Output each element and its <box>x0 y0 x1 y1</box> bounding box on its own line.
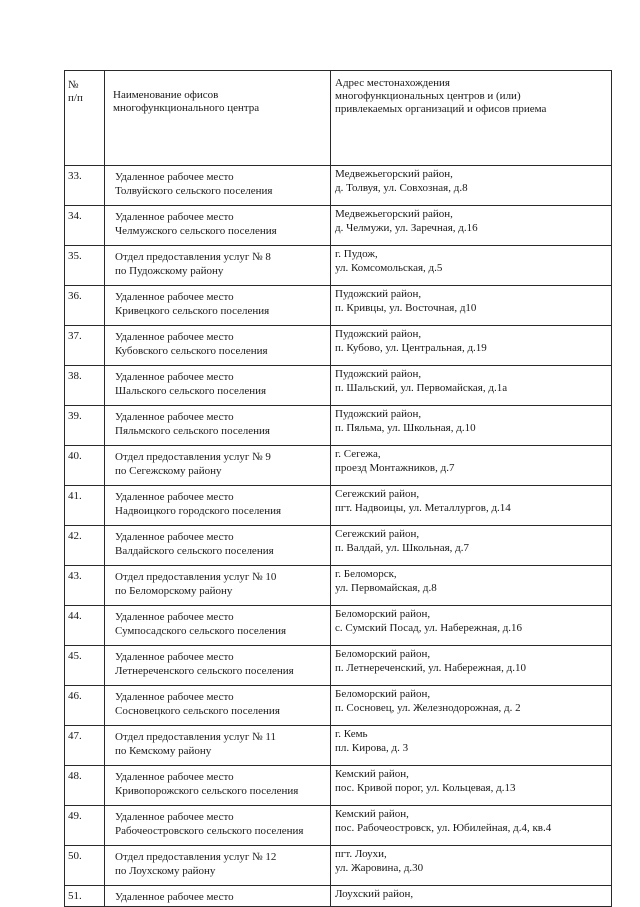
row-number: 38. <box>65 366 105 406</box>
office-name-cell <box>105 366 331 406</box>
row-number: 41. <box>65 486 105 526</box>
table-row <box>65 206 612 246</box>
office-name-line: Шальского сельского поселения <box>115 385 267 397</box>
office-address-line: Медвежьегорский район, <box>335 168 453 180</box>
office-address-line: Лоухский район, <box>335 888 414 900</box>
row-number: 47. <box>65 726 105 766</box>
row-number: 39. <box>65 406 105 446</box>
office-address-line: Беломорский район, <box>335 608 431 620</box>
office-name-line: Удаленное рабочее место <box>115 891 234 903</box>
office-address-cell <box>331 166 612 206</box>
row-number: 44. <box>65 606 105 646</box>
office-name-cell <box>105 886 331 907</box>
office-name-line: по Лоухскому району <box>115 865 216 877</box>
header-number-line: п/п <box>68 92 83 104</box>
header-name-line: Наименование офисов <box>113 89 219 101</box>
table-row <box>65 326 612 366</box>
office-name-line: Сумпосадского сельского поселения <box>115 625 287 637</box>
office-name-cell <box>105 206 331 246</box>
table-row <box>65 726 612 766</box>
office-name-line: Удаленное рабочее место <box>115 291 234 303</box>
row-number: 40. <box>65 446 105 486</box>
office-name-cell <box>105 686 331 726</box>
office-address-line: Пудожский район, <box>335 288 422 300</box>
header-address-line: привлекаемых организаций и офисов приема <box>335 103 547 115</box>
office-name-cell <box>105 406 331 446</box>
office-name-line: Челмужского сельского поселения <box>115 225 277 237</box>
office-name-line: Удаленное рабочее место <box>115 171 234 183</box>
office-address-line: пос. Кривой порог, ул. Кольцевая, д.13 <box>335 782 516 794</box>
office-name-line: Кубовского сельского поселения <box>115 345 268 357</box>
office-name-line: Удаленное рабочее место <box>115 371 234 383</box>
office-address-line: Пудожский район, <box>335 368 422 380</box>
office-name-line: Толвуйского сельского поселения <box>115 185 273 197</box>
office-address-line: Пудожский район, <box>335 408 422 420</box>
table-row <box>65 566 612 606</box>
office-address-cell <box>331 366 612 406</box>
header-address-line: Адрес местонахождения <box>335 77 450 89</box>
table-body <box>65 166 612 907</box>
office-name-cell <box>105 166 331 206</box>
office-address-cell <box>331 326 612 366</box>
table-header-row <box>65 71 612 166</box>
header-address <box>331 71 612 166</box>
header-address-line: многофункциональных центров и (или) <box>335 90 521 102</box>
office-name-cell <box>105 766 331 806</box>
office-address-cell <box>331 606 612 646</box>
office-address-line: г. Пудож, <box>335 248 378 260</box>
office-name-cell <box>105 326 331 366</box>
office-name-line: Отдел предоставления услуг № 9 <box>115 451 271 463</box>
row-number: 43. <box>65 566 105 606</box>
office-address-cell <box>331 526 612 566</box>
row-number: 45. <box>65 646 105 686</box>
office-name-line: Удаленное рабочее место <box>115 331 234 343</box>
office-address-line: пгт. Надвоицы, ул. Металлургов, д.14 <box>335 502 511 514</box>
row-number: 37. <box>65 326 105 366</box>
office-address-line: д. Челмужи, ул. Заречная, д.16 <box>335 222 478 234</box>
office-name-line: Сосновецкого сельского поселения <box>115 705 280 717</box>
table-row <box>65 806 612 846</box>
office-address-line: Сегежский район, <box>335 488 420 500</box>
office-name-line: Удаленное рабочее место <box>115 531 234 543</box>
table-row <box>65 166 612 206</box>
table-row <box>65 246 612 286</box>
table-row <box>65 766 612 806</box>
office-address-line: п. Кривцы, ул. Восточная, д10 <box>335 302 477 314</box>
office-name-line: Удаленное рабочее место <box>115 691 234 703</box>
header-name-line: многофункционального центра <box>113 102 260 114</box>
office-address-line: п. Шальский, ул. Первомайская, д.1а <box>335 382 508 394</box>
office-address-cell <box>331 206 612 246</box>
row-number: 46. <box>65 686 105 726</box>
table-row <box>65 486 612 526</box>
office-name-line: Кривецкого сельского поселения <box>115 305 270 317</box>
office-name-cell <box>105 846 331 886</box>
office-name-line: Валдайского сельского поселения <box>115 545 274 557</box>
office-address-cell <box>331 766 612 806</box>
office-name-line: Рабочеостровского сельского поселения <box>115 825 304 837</box>
office-address-line: пл. Кирова, д. 3 <box>335 742 409 754</box>
office-name-cell <box>105 806 331 846</box>
office-address-line: Пудожский район, <box>335 328 422 340</box>
row-number: 49. <box>65 806 105 846</box>
office-address-line: п. Валдай, ул. Школьная, д.7 <box>335 542 469 554</box>
table-row <box>65 446 612 486</box>
row-number: 42. <box>65 526 105 566</box>
office-address-line: пос. Рабочеостровск, ул. Юбилейная, д.4, кв.4 <box>335 822 552 834</box>
office-name-line: Кривопорожского сельского поселения <box>115 785 299 797</box>
office-address-cell <box>331 566 612 606</box>
office-name-cell <box>105 486 331 526</box>
office-name-line: Отдел предоставления услуг № 11 <box>115 731 276 743</box>
row-number: 35. <box>65 246 105 286</box>
table-row <box>65 526 612 566</box>
office-address-line: с. Сумский Посад, ул. Набережная, д.16 <box>335 622 523 634</box>
office-address-line: пгт. Лоухи, <box>335 848 387 860</box>
row-number: 51. <box>65 886 105 907</box>
row-number: 48. <box>65 766 105 806</box>
table-row <box>65 286 612 326</box>
office-address-line: Кемский район, <box>335 808 409 820</box>
office-address-line: п. Пяльма, ул. Школьная, д.10 <box>335 422 476 434</box>
header-number <box>65 71 105 166</box>
office-address-cell <box>331 806 612 846</box>
office-address-cell <box>331 486 612 526</box>
office-name-line: Удаленное рабочее место <box>115 491 234 503</box>
office-address-cell <box>331 286 612 326</box>
office-name-line: Удаленное рабочее место <box>115 611 234 623</box>
office-name-cell <box>105 726 331 766</box>
office-address-cell <box>331 646 612 686</box>
office-address-line: д. Толвуя, ул. Совхозная, д.8 <box>335 182 468 194</box>
office-name-line: Удаленное рабочее место <box>115 211 234 223</box>
office-address-cell <box>331 446 612 486</box>
office-address-line: г. Сегежа, <box>335 448 381 460</box>
table-row <box>65 366 612 406</box>
office-address-cell <box>331 726 612 766</box>
office-address-cell <box>331 886 612 907</box>
office-address-cell <box>331 846 612 886</box>
office-name-line: Удаленное рабочее место <box>115 811 234 823</box>
office-address-line: ул. Первомайская, д.8 <box>335 582 437 594</box>
office-name-line: по Кемскому району <box>115 745 212 757</box>
office-address-line: Беломорский район, <box>335 688 431 700</box>
row-number: 33. <box>65 166 105 206</box>
office-name-line: Удаленное рабочее место <box>115 411 234 423</box>
office-address-cell <box>331 406 612 446</box>
office-address-line: ул. Комсомольская, д.5 <box>335 262 443 274</box>
office-address-line: Сегежский район, <box>335 528 420 540</box>
table-row <box>65 606 612 646</box>
header-office-name <box>105 71 331 166</box>
row-number: 50. <box>65 846 105 886</box>
offices-table <box>64 70 612 907</box>
row-number: 36. <box>65 286 105 326</box>
office-address-line: Кемский район, <box>335 768 409 780</box>
office-name-cell <box>105 606 331 646</box>
table-row <box>65 406 612 446</box>
office-name-cell <box>105 246 331 286</box>
table-row <box>65 646 612 686</box>
office-address-line: п. Кубово, ул. Центральная, д.19 <box>335 342 487 354</box>
document-page <box>64 70 611 907</box>
office-name-line: Удаленное рабочее место <box>115 771 234 783</box>
office-address-cell <box>331 686 612 726</box>
office-name-line: Пяльмского сельского поселения <box>115 425 270 437</box>
office-name-cell <box>105 566 331 606</box>
office-address-cell <box>331 246 612 286</box>
office-name-line: Отдел предоставления услуг № 12 <box>115 851 277 863</box>
office-address-line: п. Сосновец, ул. Железнодорожная, д. 2 <box>335 702 521 714</box>
office-name-line: по Беломорскому району <box>115 585 233 597</box>
office-name-line: по Пудожскому району <box>115 265 224 277</box>
office-address-line: Беломорский район, <box>335 648 431 660</box>
office-name-line: Летнереченского сельского поселения <box>115 665 294 677</box>
office-name-line: Удаленное рабочее место <box>115 651 234 663</box>
office-name-cell <box>105 286 331 326</box>
office-name-line: по Сегежскому району <box>115 465 222 477</box>
office-name-cell <box>105 646 331 686</box>
header-number-line: № <box>68 79 79 91</box>
row-number: 34. <box>65 206 105 246</box>
office-name-line: Отдел предоставления услуг № 10 <box>115 571 277 583</box>
office-address-line: п. Летнереченский, ул. Набережная, д.10 <box>335 662 526 674</box>
office-address-line: ул. Жаровина, д.30 <box>335 862 424 874</box>
office-address-line: г. Беломорск, <box>335 568 397 580</box>
office-name-cell <box>105 446 331 486</box>
office-name-cell <box>105 526 331 566</box>
table-row <box>65 686 612 726</box>
table-row <box>65 846 612 886</box>
table-row <box>65 886 612 907</box>
office-address-line: проезд Монтажников, д.7 <box>335 462 455 474</box>
office-name-line: Надвоицкого городского поселения <box>115 505 282 517</box>
office-address-line: Медвежьегорский район, <box>335 208 453 220</box>
office-name-line: Отдел предоставления услуг № 8 <box>115 251 271 263</box>
office-address-line: г. Кемь <box>335 728 368 740</box>
